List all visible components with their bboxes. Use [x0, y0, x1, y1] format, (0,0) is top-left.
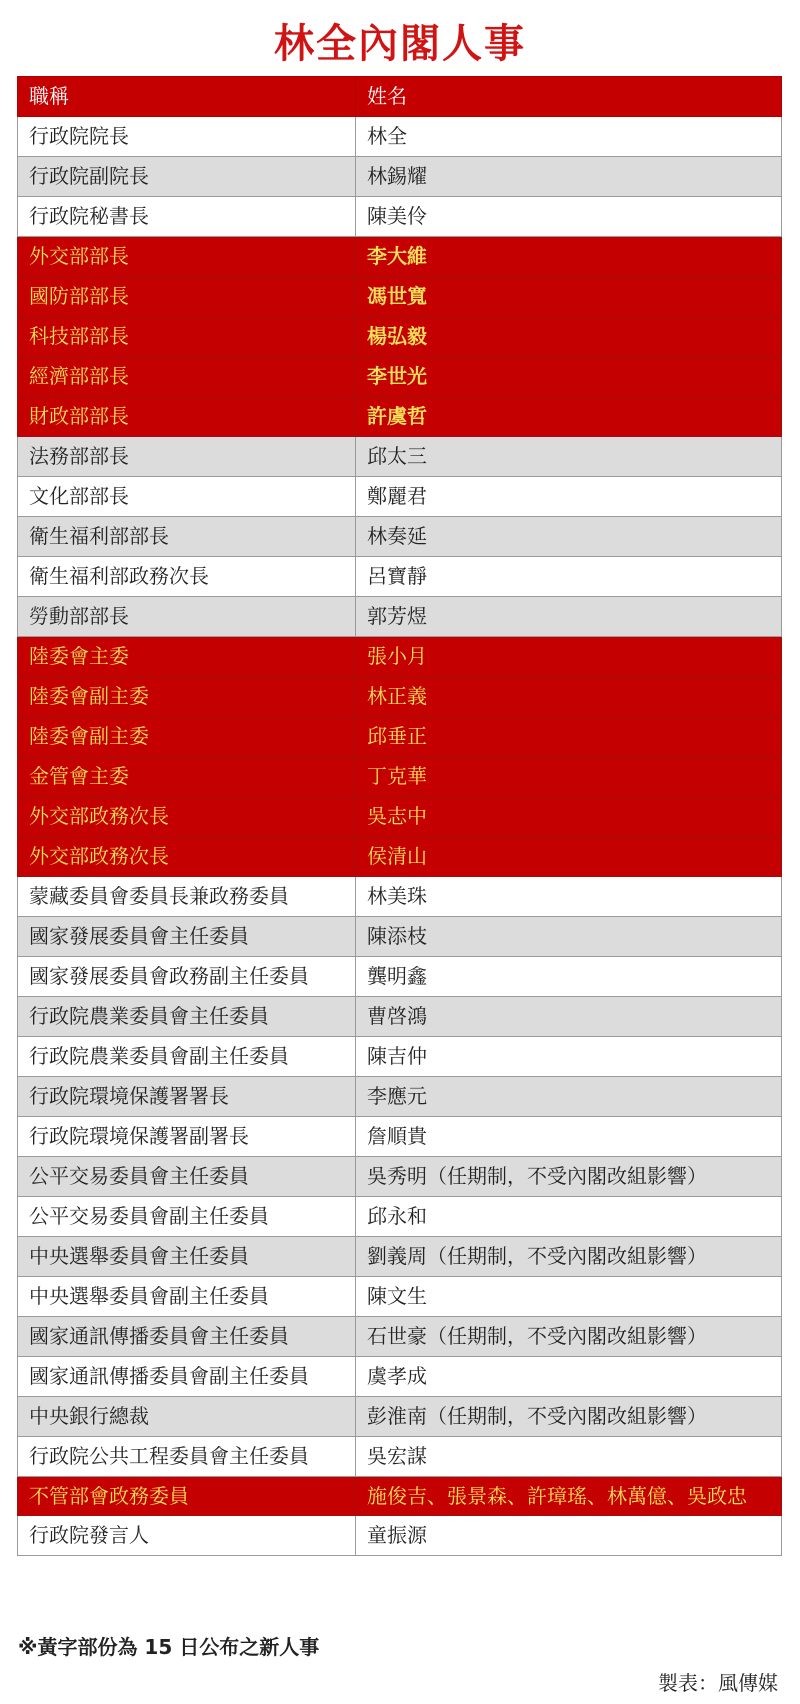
position-title-cell: 國家發展委員會主任委員 — [18, 917, 356, 957]
position-title-cell: 國家通訊傳播委員會主任委員 — [18, 1317, 356, 1357]
appointee-name-cell: 詹順貴 — [356, 1117, 782, 1157]
position-title-cell: 行政院農業委員會主任委員 — [18, 997, 356, 1037]
position-title-cell: 外交部政務次長 — [18, 837, 356, 877]
table-row — [18, 797, 782, 837]
appointee-name-cell: 丁克華 — [356, 757, 782, 797]
position-title-cell: 外交部政務次長 — [18, 797, 356, 837]
appointee-name-cell: 石世豪（任期制，不受內閣改組影響） — [356, 1317, 782, 1357]
column-header-name: 姓名 — [356, 77, 782, 117]
position-title-cell: 公平交易委員會副主任委員 — [18, 1197, 356, 1237]
position-title-cell: 經濟部部長 — [18, 357, 356, 397]
position-title-cell: 國家發展委員會政務副主任委員 — [18, 957, 356, 997]
appointee-name-cell: 吳秀明（任期制，不受內閣改組影響） — [356, 1157, 782, 1197]
appointee-name-cell: 林美珠 — [356, 877, 782, 917]
table-row — [18, 437, 782, 477]
table-row — [18, 317, 782, 357]
table-body — [18, 117, 782, 1556]
appointee-name-cell: 曹啓鴻 — [356, 997, 782, 1037]
source-credit: 製表：風傳媒 — [658, 1671, 778, 1695]
position-title-cell: 行政院環境保護署署長 — [18, 1077, 356, 1117]
appointee-name-cell: 劉義周（任期制，不受內閣改組影響） — [356, 1237, 782, 1277]
table-row — [18, 1516, 782, 1556]
table-row — [18, 1037, 782, 1077]
appointee-name-cell: 馮世寬 — [356, 277, 782, 317]
appointee-name-cell: 龔明鑫 — [356, 957, 782, 997]
appointee-name-cell: 陳美伶 — [356, 197, 782, 237]
appointee-name-cell: 吳宏謀 — [356, 1437, 782, 1477]
table-row — [18, 1237, 782, 1277]
position-title-cell: 蒙藏委員會委員長兼政務委員 — [18, 877, 356, 917]
table-row — [18, 877, 782, 917]
appointee-name-cell: 邱太三 — [356, 437, 782, 477]
table-row — [18, 197, 782, 237]
position-title-cell: 中央銀行總裁 — [18, 1397, 356, 1437]
appointee-name-cell: 許虞哲 — [356, 397, 782, 437]
table-row — [18, 1397, 782, 1437]
cabinet-roster-table — [17, 76, 782, 1556]
table-row — [18, 677, 782, 717]
appointee-name-cell: 鄭麗君 — [356, 477, 782, 517]
appointee-name-cell: 李大維 — [356, 237, 782, 277]
table-row — [18, 557, 782, 597]
appointee-name-cell: 彭淮南（任期制，不受內閣改組影響） — [356, 1397, 782, 1437]
table-row — [18, 1277, 782, 1317]
table-row — [18, 277, 782, 317]
position-title-cell: 國防部部長 — [18, 277, 356, 317]
appointee-name-cell: 郭芳煜 — [356, 597, 782, 637]
position-title-cell: 陸委會主委 — [18, 637, 356, 677]
position-title-cell: 行政院副院長 — [18, 157, 356, 197]
table-row — [18, 157, 782, 197]
table-row — [18, 717, 782, 757]
table-row — [18, 1437, 782, 1477]
position-title-cell: 文化部部長 — [18, 477, 356, 517]
appointee-name-cell: 邱垂正 — [356, 717, 782, 757]
table-row — [18, 1317, 782, 1357]
table-header-row — [18, 77, 782, 117]
table-row — [18, 1357, 782, 1397]
position-title-cell: 陸委會副主委 — [18, 677, 356, 717]
table-row — [18, 997, 782, 1037]
position-title-cell: 陸委會副主委 — [18, 717, 356, 757]
appointee-name-cell: 陳吉仲 — [356, 1037, 782, 1077]
footnote: ※黃字部份為 15 日公布之新人事 — [18, 1635, 320, 1659]
appointee-name-cell: 張小月 — [356, 637, 782, 677]
table-row — [18, 1477, 782, 1516]
table-row — [18, 1117, 782, 1157]
appointee-name-cell: 林正義 — [356, 677, 782, 717]
appointee-name-cell: 陳添枝 — [356, 917, 782, 957]
table-row — [18, 117, 782, 157]
appointee-name-cell: 李世光 — [356, 357, 782, 397]
appointee-name-cell: 林全 — [356, 117, 782, 157]
column-header-title: 職稱 — [18, 77, 356, 117]
appointee-name-cell: 李應元 — [356, 1077, 782, 1117]
table-row — [18, 1157, 782, 1197]
position-title-cell: 科技部部長 — [18, 317, 356, 357]
position-title-cell: 法務部部長 — [18, 437, 356, 477]
position-title-cell: 衛生福利部政務次長 — [18, 557, 356, 597]
position-title-cell: 行政院發言人 — [18, 1516, 356, 1556]
table-row — [18, 237, 782, 277]
position-title-cell: 不管部會政務委員 — [18, 1477, 356, 1516]
position-title-cell: 金管會主委 — [18, 757, 356, 797]
table-row — [18, 397, 782, 437]
table-row — [18, 637, 782, 677]
table-row — [18, 957, 782, 997]
appointee-name-cell: 楊弘毅 — [356, 317, 782, 357]
appointee-name-cell: 林錫耀 — [356, 157, 782, 197]
appointee-name-cell: 林奏延 — [356, 517, 782, 557]
table-row — [18, 837, 782, 877]
appointee-name-cell: 侯清山 — [356, 837, 782, 877]
appointee-name-cell: 施俊吉、張景森、許璋瑤、林萬億、吳政忠 — [356, 1477, 782, 1516]
position-title-cell: 行政院秘書長 — [18, 197, 356, 237]
position-title-cell: 中央選舉委員會副主任委員 — [18, 1277, 356, 1317]
table-row — [18, 917, 782, 957]
position-title-cell: 國家通訊傳播委員會副主任委員 — [18, 1357, 356, 1397]
table-row — [18, 517, 782, 557]
table-row — [18, 597, 782, 637]
position-title-cell: 衛生福利部部長 — [18, 517, 356, 557]
page-title: 林全內閣人事 — [274, 21, 526, 67]
position-title-cell: 財政部部長 — [18, 397, 356, 437]
position-title-cell: 行政院農業委員會副主任委員 — [18, 1037, 356, 1077]
appointee-name-cell: 虞孝成 — [356, 1357, 782, 1397]
appointee-name-cell: 童振源 — [356, 1516, 782, 1556]
position-title-cell: 外交部部長 — [18, 237, 356, 277]
position-title-cell: 公平交易委員會主任委員 — [18, 1157, 356, 1197]
position-title-cell: 勞動部部長 — [18, 597, 356, 637]
table-row — [18, 357, 782, 397]
position-title-cell: 中央選舉委員會主任委員 — [18, 1237, 356, 1277]
appointee-name-cell: 邱永和 — [356, 1197, 782, 1237]
table-row — [18, 757, 782, 797]
position-title-cell: 行政院公共工程委員會主任委員 — [18, 1437, 356, 1477]
appointee-name-cell: 陳文生 — [356, 1277, 782, 1317]
position-title-cell: 行政院院長 — [18, 117, 356, 157]
position-title-cell: 行政院環境保護署副署長 — [18, 1117, 356, 1157]
table-row — [18, 1197, 782, 1237]
table-row — [18, 1077, 782, 1117]
appointee-name-cell: 呂寶靜 — [356, 557, 782, 597]
table-row — [18, 477, 782, 517]
appointee-name-cell: 吳志中 — [356, 797, 782, 837]
